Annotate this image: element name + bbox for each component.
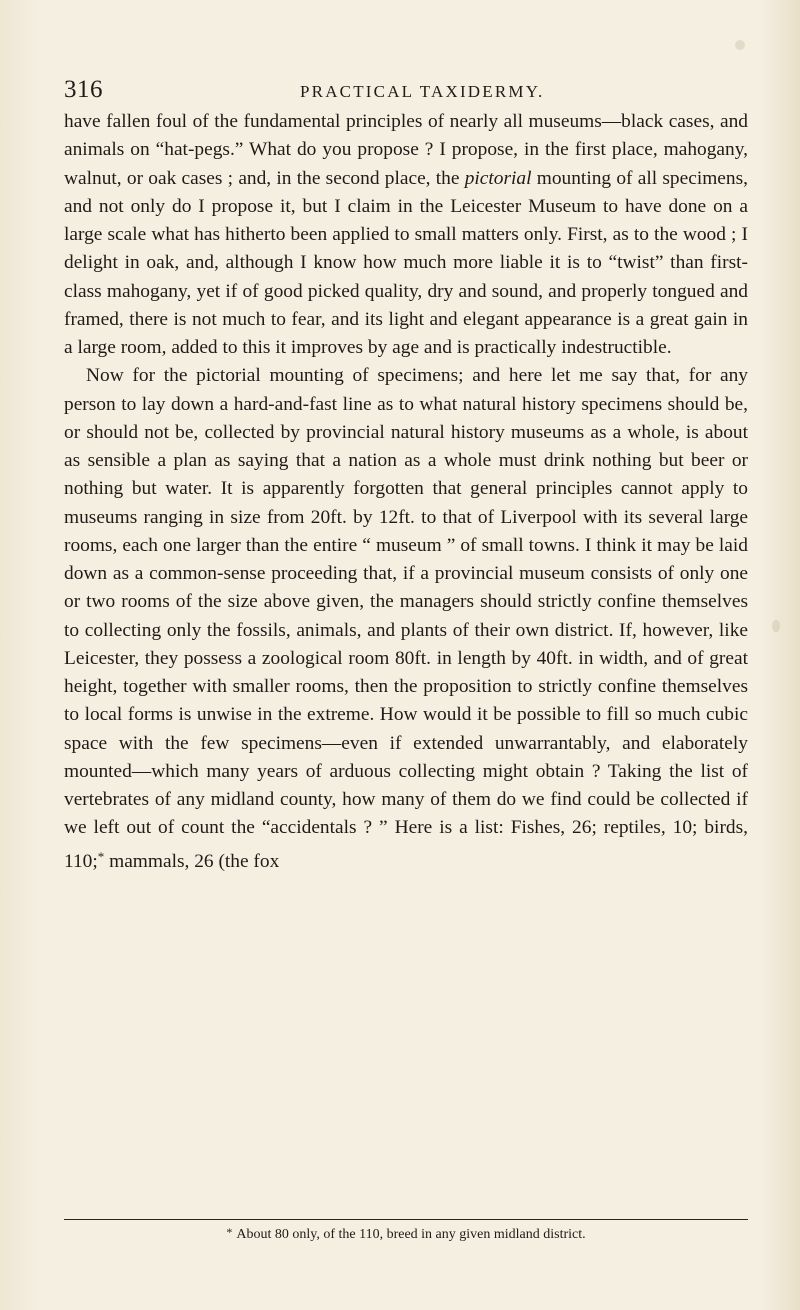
text-run: mammals, 26 (the fox <box>104 850 280 872</box>
paragraph-2 <box>64 362 748 876</box>
footnote-rule <box>64 1219 748 1220</box>
paper-stain <box>772 620 780 632</box>
running-title: PRACTICAL TAXIDERMY. <box>300 82 545 101</box>
paper-stain <box>735 40 745 50</box>
paragraph-1 <box>64 108 748 362</box>
italic-word-pictorial: pictorial <box>464 167 532 189</box>
running-head <box>0 76 800 106</box>
text-run: Now for the pictorial mounting of specimens; and here let me say that, for any person to lay down a hard-and-fast line as to what natural history specimens should be, or should not be, collected by provincial natural history museums as a whole, is about as sensible a plan as saying that a nation as a whole must drink nothing but beer or nothing but water. It is apparently forgotten that general principles cannot apply to museums ranging in size from 20ft. by 12ft. to that of Liverpool with its several large rooms, each one larger than the entire “ museum ” of small towns. I think it may be laid down as a common-sense proceeding that, if a provincial museum consists of only one or two rooms of the size above given, the managers should strictly confine themselves to collecting only the fossils, animals, and plants of their own district. If, however, like Leicester, they possess a zoological room 80ft. in length by 40ft. in width, and of great height, together with smaller rooms, then the proposition to strictly confine themselves to local forms is unwise in the extreme. How would it be possible to fill so much cubic space with the few specimens—even if extended unwarrantably, and elaborately mounted—which many years of arduous collecting might obtain ? Taking the list of vertebrates of any midland county, how many of them do we find could be collected if we left out of count the “accidentals ? ” Here is a list: Fishes, 26; reptiles, 10; birds, 110; <box>64 365 748 872</box>
page-number: 316 <box>64 76 103 103</box>
footnote-mark: * <box>226 1225 233 1239</box>
text-run: mounting of all specimens, and not only do I propose it, but I claim in the Leicester Museum to have done on a large scale what has hitherto been applied to small matters only. First, as to the wood ; I delight in oak, and, although I know how much more liable it is to “twist” than first-class mahogany, yet if of good picked quality, dry and sound, and properly tongued and framed, there is not much to fear, and its light and elegant appearance is a great gain in a large room, added to this it improves by age and is practically indestructible. <box>64 167 748 358</box>
footnote-reference: * <box>97 848 105 864</box>
footnote-text: About 80 only, of the 110, breed in any given midland district. <box>236 1227 586 1242</box>
body-text <box>64 108 748 876</box>
footnote <box>64 1223 748 1244</box>
text-run: have fallen foul of the fundamental principles of nearly all museums—black cases, and animals on “hat-pegs.” What do you propose ? I propose, in the first place, mahogany, walnut, or oak cases ; and, in the second place, the <box>64 111 748 189</box>
